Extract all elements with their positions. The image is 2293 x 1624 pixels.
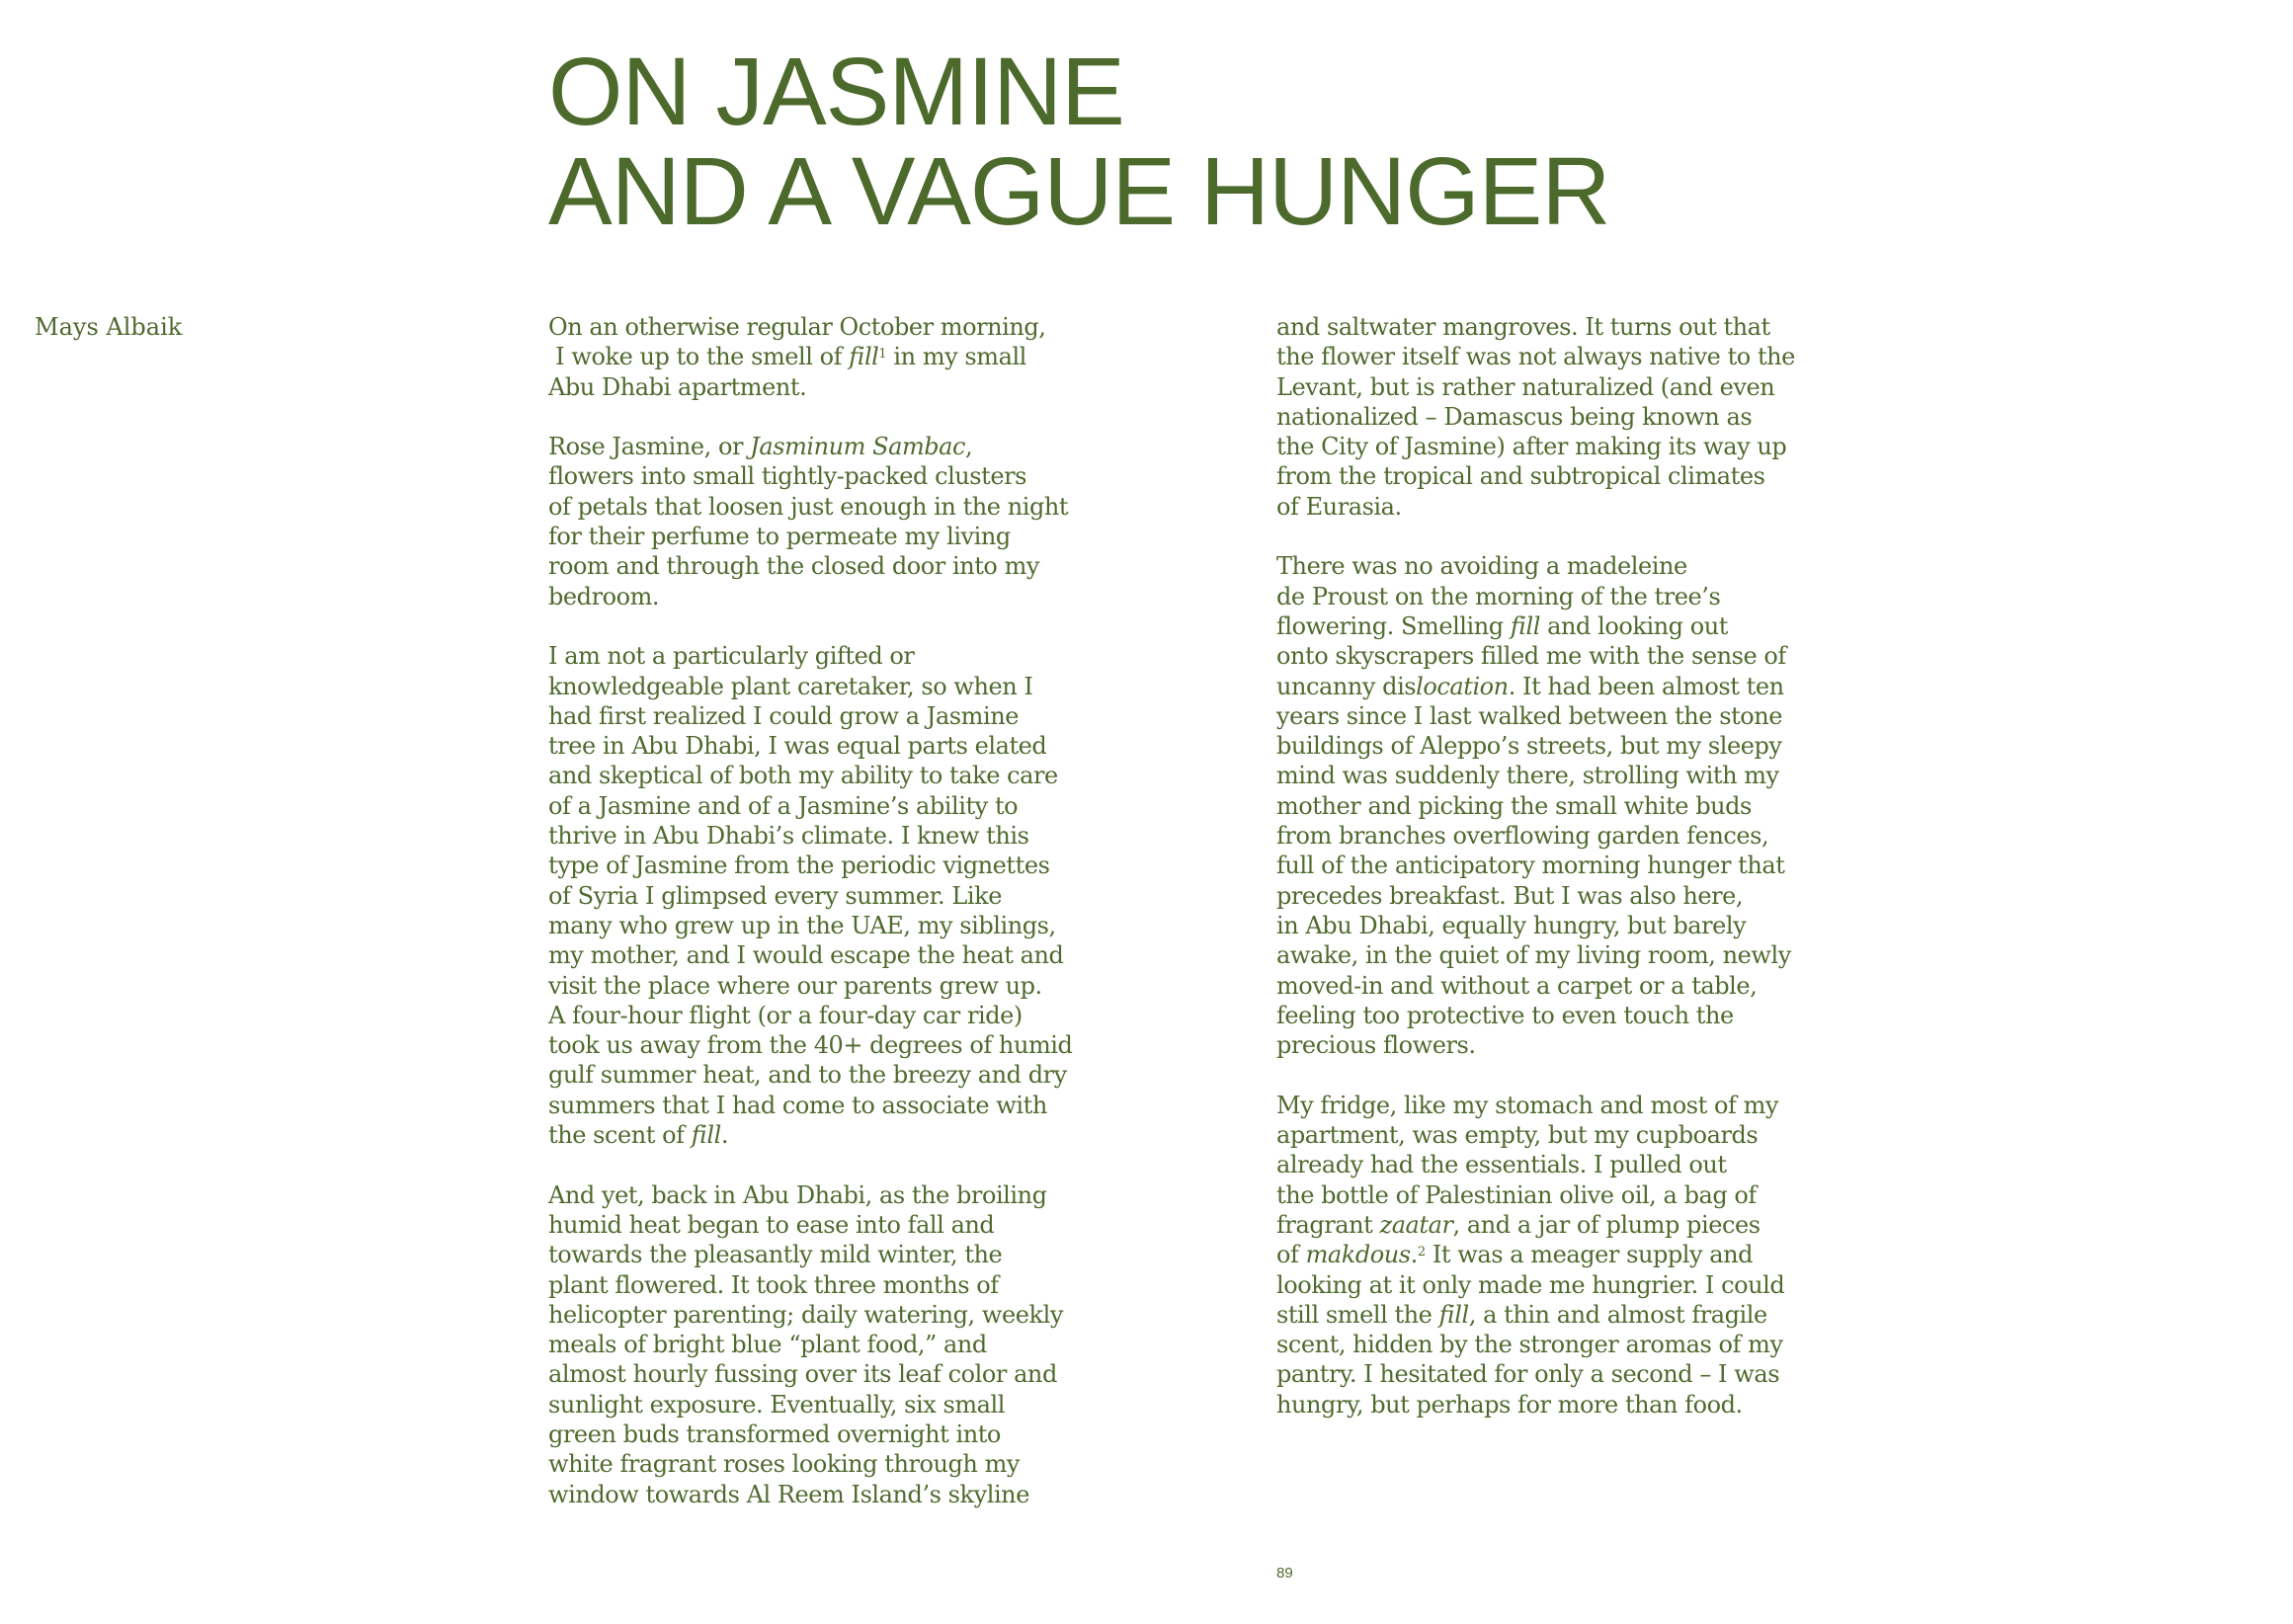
italic-makdous: makdous. (1305, 1241, 1418, 1269)
italic-fill: fill (1438, 1300, 1469, 1329)
italic-fill: fill (691, 1121, 721, 1150)
paragraph-3: I am not a particularly gifted or knowledgeable plant caretaker, so when I had first realized I could grow a Jasmine tree in Abu Dhabi, I was equal parts elated and skeptical of both my ability to take care of a Jasmine and of a Jasmine’s ability to thrive in Abu Dhabi’s climate. I knew this type of Jasmine from the periodic vignettes of Syria I glimpsed every summer. Like many who grew up in the UAE, my siblings, my mother, and I would escape the heat and visit the place where our parents grew up. A four-hour flight (or a four-day car ride) took us away from the 40+ degrees of humid gulf summer heat, and to the breezy and dry summers that I had come to associate with the scent of fill. (548, 642, 1073, 1150)
footnote-marker-2: 2 (1417, 1245, 1426, 1260)
paragraph-7: My fridge, like my stomach and most of my apartment, was empty, but my cupboards already had the essentials. I pulled out the bottle of Palestinian olive oil, a bag of fragrant zaatar, and a jar of plump pieces of makdous.$^2$ It was a meager supply and looking at it only made me hungrier. I could still smell the fill, a thin and almost fragile scent, hidden by the stronger aromas of my pantry. I hesitated for only a second – I was hungry, but perhaps for more than food. (1276, 1091, 1785, 1419)
italic-zaatar: zaatar (1379, 1210, 1453, 1239)
paragraph-1: On an otherwise regular October morning, I woke up to the smell of fill$^1$ in my small Abu Dhabi apartment. (548, 313, 1046, 401)
paragraph-2: Rose Jasmine, or Jasminum Sambac, flowers into small tightly-packed clusters of petals that loosen just enough in the night for their perfume to permeate my living room and through the closed door into my bedroom. (548, 433, 1069, 610)
italic-location: location (1416, 672, 1509, 700)
author-name: Mays Albaik (35, 313, 183, 341)
body-column-left (548, 312, 1073, 1539)
body-column-right (1276, 312, 1795, 1449)
paragraph-5: and saltwater mangroves. It turns out that the flower itself was not always native to the Levant, but is rather naturalized (and even nationalized – Damascus being known as the City of Jasmine) after making its way up from the tropical and subtropical climates of Eurasia. (1276, 313, 1795, 521)
title-line-2: AND A VAGUE HUNGER (548, 137, 1610, 245)
page-number: 89 (1276, 1565, 1293, 1582)
italic-species-name: Jasminum Sambac (750, 433, 966, 461)
article-title (548, 38, 1610, 245)
paragraph-6: There was no avoiding a madeleine de Proust on the morning of the tree’s flowering. Smelling fill and looking out onto skyscrapers filled me with the sense of uncanny dislocation. It had been almost ten years since I last walked between the stone buildings of Aleppo’s streets, but my sleepy mind was suddenly there, strolling with my mother and picking the small white buds from branches overflowing garden fences, full of the anticipatory morning hunger that precedes breakfast. But I was also here, in Abu Dhabi, equally hungry, but barely awake, in the quiet of my living room, newly moved-in and without a carpet or a table, feeling too protective to even touch the precious flowers. (1276, 552, 1791, 1060)
title-line-1: ON JASMINE (548, 38, 1124, 145)
italic-fill: fill (849, 343, 879, 371)
italic-fill: fill (1510, 611, 1540, 640)
paragraph-4: And yet, back in Abu Dhabi, as the broiling humid heat began to ease into fall and towards the pleasantly mild winter, the plant flowered. It took three months of helicopter parenting; daily watering, weekly meals of bright blue “plant food,” and almost hourly fussing over its leaf color and sunlight exposure. Eventually, six small green buds transformed overnight into white fragrant roses looking through my window towards Al Reem Island’s skyline (548, 1180, 1063, 1508)
footnote-marker-1: 1 (878, 347, 887, 363)
